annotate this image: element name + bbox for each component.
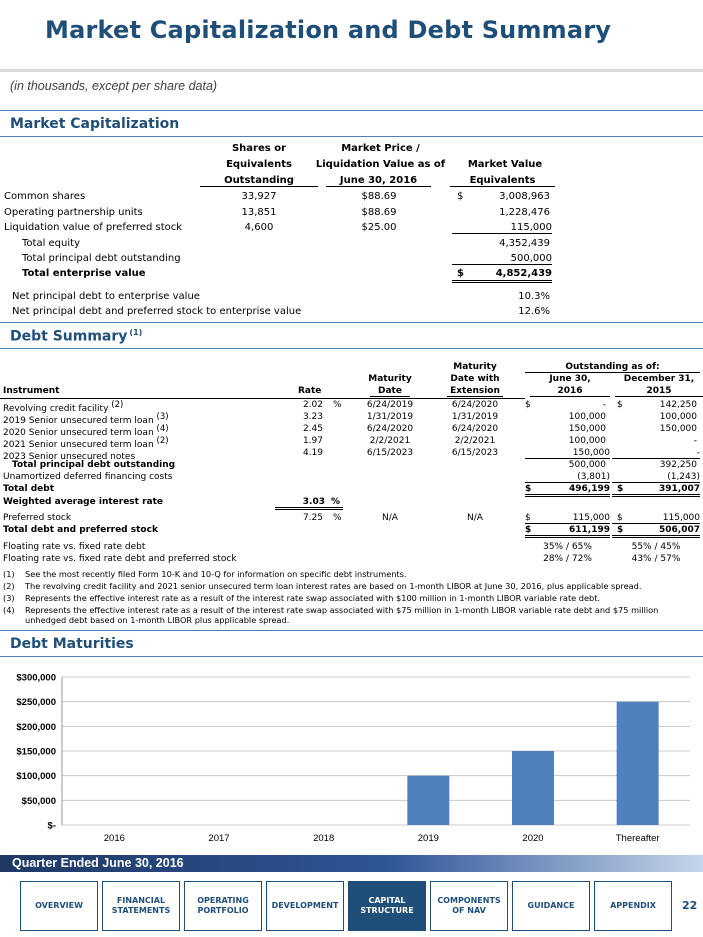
- total-debt-pref-2016: 611,199: [525, 525, 610, 538]
- total-debt-pref-2015: 506,007: [612, 525, 700, 538]
- nav-guidance[interactable]: [512, 881, 590, 931]
- floating1-label: Floating rate vs. fixed rate debt: [3, 542, 146, 552]
- x-tick-label: Thereafter: [615, 833, 660, 844]
- nav-financial-statements[interactable]: [102, 881, 180, 931]
- preferred-2015: 115,000: [612, 513, 700, 524]
- debt-maturities-heading: Debt Maturities: [0, 630, 703, 657]
- floating1-2016: 35% / 65%: [543, 542, 592, 552]
- x-tick-label: 2018: [313, 833, 335, 844]
- market-cap-heading: Market Capitalization: [0, 110, 703, 137]
- total-debt-pref-label: Total debt and preferred stock: [3, 525, 158, 535]
- debt-row-rate: 1.97: [302, 436, 323, 446]
- hdr-value-1: Market Value: [467, 159, 543, 170]
- x-tick-label: 2016: [103, 833, 125, 844]
- debt-row-2015: 150,000: [659, 424, 697, 434]
- ratio1-label: Net principal debt to enterprise value: [12, 291, 200, 302]
- debt-row-2016: 100,000: [568, 412, 606, 422]
- preferred-label: Preferred stock: [3, 513, 72, 523]
- total-equity-label: Total equity: [22, 238, 80, 249]
- footer-quarter: Quarter Ended June 30, 2016: [12, 856, 184, 870]
- hdr-ext-1: Maturity: [453, 362, 497, 372]
- footnote-ref: (3): [156, 412, 169, 422]
- debt-row-rate: 2.02: [302, 400, 323, 410]
- preferred-extension: N/A: [467, 513, 483, 523]
- hdr-mat-2: Date: [370, 386, 410, 397]
- bar-thereafter: [617, 702, 659, 825]
- hdr-value-2: Equivalents: [450, 175, 555, 187]
- enterprise-value: 4,852,439: [452, 268, 552, 283]
- hdr-ext-2: Date with: [450, 374, 500, 384]
- page-subtitle: (in thousands, except per share data): [10, 79, 218, 93]
- debt-row-maturity: 2/2/2021: [369, 436, 411, 446]
- bar-2020: [512, 751, 554, 825]
- unamortized-2016: (3,801): [525, 472, 610, 483]
- total-debt-2016: 496,199: [525, 484, 610, 497]
- nav-label: APPENDIX: [610, 901, 656, 910]
- header-rule: [0, 398, 525, 399]
- debt-row-2015: 100,000: [659, 412, 697, 422]
- debt-row-2016: 150,000: [568, 424, 606, 434]
- nav-label: GUIDANCE: [527, 901, 575, 910]
- debt-summary-heading: Debt Summary $^{(1)}$: [0, 322, 703, 349]
- y-tick-label: $300,000: [16, 672, 56, 684]
- debt-row-2016: 100,000: [568, 436, 606, 446]
- y-tick-label: $250,000: [16, 697, 56, 709]
- nav-operating-portfolio[interactable]: [184, 881, 262, 931]
- debt-row-dollar: $: [525, 400, 531, 410]
- total-principal-2016: 500,000: [568, 460, 606, 470]
- ratio2-label: Net principal debt and preferred stock to enterprise value: [12, 306, 302, 317]
- debt-row-dollar2: $: [617, 400, 623, 410]
- debt-row-extension: 2/2/2021: [454, 436, 496, 446]
- nav-label: CAPITAL STRUCTURE: [360, 896, 414, 915]
- hdr-2016-1: June 30,: [549, 374, 591, 384]
- ratio2-value: 12.6%: [518, 306, 550, 317]
- floating2-label: Floating rate vs. fixed rate debt and preferred stock: [3, 554, 237, 564]
- preferred-2016: 115,000: [525, 513, 610, 524]
- row-price: $25.00: [361, 222, 397, 233]
- unamortized-label: Unamortized deferred financing costs: [3, 472, 173, 482]
- hdr-mat-1: Maturity: [368, 374, 412, 384]
- debt-row-extension: 6/24/2020: [451, 424, 499, 434]
- debt-row-2015: -: [693, 436, 697, 446]
- total-principal-2015: 392,250: [659, 460, 697, 470]
- bar-2019: [407, 776, 449, 825]
- nav-label: OPERATING PORTFOLIO: [197, 896, 249, 915]
- hdr-ext-3: Extension: [447, 386, 503, 397]
- y-tick-label: $100,000: [16, 771, 56, 783]
- footnote-ref: (2): [156, 436, 169, 446]
- title-divider: [0, 69, 703, 72]
- debt-row-label: 2021 Senior unsecured term loan: [3, 440, 154, 450]
- debt-row-rate: 2.45: [302, 424, 323, 434]
- y-tick-label: $50,000: [21, 795, 56, 807]
- total-debt-pref-dollar: $: [525, 525, 532, 535]
- debt-row-extension: 6/15/2023: [451, 448, 499, 458]
- y-tick-label: $150,000: [16, 746, 56, 758]
- wair-label: Weighted average interest rate: [3, 497, 164, 507]
- nav-label: OVERVIEW: [35, 901, 83, 910]
- hdr-shares-3: Outstanding: [200, 175, 318, 187]
- total-debt-label: Total debt: [3, 484, 55, 494]
- footer-bar: [0, 855, 703, 872]
- debt-row-maturity: 6/24/2019: [366, 400, 414, 410]
- hdr-2016-2: 2016: [530, 386, 610, 397]
- preferred-rate: 7.25: [302, 513, 323, 523]
- total-debt-pref-dollar2: $: [617, 525, 624, 535]
- row-value: 1,228,476: [499, 207, 550, 218]
- nav-components-of-nav[interactable]: [430, 881, 508, 931]
- hdr-2015-2: 2015: [615, 386, 703, 397]
- debt-row-maturity: 1/31/2019: [366, 412, 414, 422]
- hdr-instrument: Instrument: [3, 386, 60, 396]
- hdr-shares-1: Shares or: [231, 143, 287, 154]
- debt-summary-table: [0, 353, 703, 568]
- debt-row-maturity: 6/15/2023: [366, 448, 414, 458]
- debt-row-extension: 1/31/2019: [451, 412, 499, 422]
- nav-capital-structure[interactable]: [348, 881, 426, 931]
- row-label: Common shares: [4, 191, 86, 202]
- preferred-pct: %: [333, 513, 342, 523]
- nav-label: COMPONENTS OF NAV: [437, 896, 501, 915]
- x-tick-label: 2019: [417, 833, 439, 844]
- x-tick-label: 2017: [208, 833, 230, 844]
- page-number: 22: [682, 899, 698, 912]
- debt-row-label: 2019 Senior unsecured term loan: [3, 416, 154, 426]
- page-title: Market Capitalization and Debt Summary: [45, 16, 612, 44]
- hdr-price-1: Market Price /: [341, 143, 420, 154]
- hdr-shares-2: Equivalents: [226, 159, 292, 170]
- debt-row-rate: 3.23: [302, 412, 323, 422]
- row-shares: 4,600: [244, 222, 274, 233]
- unamortized-2015: (1,243): [612, 472, 700, 483]
- hdr-price-2: Liquidation Value as of: [315, 159, 446, 170]
- debt-row-pct: %: [333, 400, 342, 410]
- row-value: 3,008,963: [499, 191, 550, 202]
- wair-rate: 3.03: [275, 497, 325, 510]
- debt-row-label: 2023 Senior unsecured notes: [3, 452, 136, 462]
- hdr-rate: Rate: [298, 386, 322, 396]
- debt-row-label: 2020 Senior unsecured term loan: [3, 428, 154, 438]
- debt-row-label: Revolving credit facility: [3, 404, 109, 414]
- row-label: Operating partnership units: [4, 207, 143, 218]
- preferred-maturity: N/A: [382, 513, 398, 523]
- row-shares: 13,851: [241, 207, 277, 218]
- hdr-2015-1: December 31,: [623, 374, 695, 384]
- ratio1-value: 10.3%: [518, 291, 550, 302]
- y-tick-label: $-: [47, 820, 56, 832]
- debt-row-2016: -: [602, 400, 606, 410]
- debt-maturities-chart: [0, 660, 703, 850]
- total-debt-label: Total principal debt outstanding: [22, 253, 181, 264]
- debt-row-extension: 6/24/2020: [451, 400, 499, 410]
- floating1-2015: 55% / 45%: [631, 542, 681, 552]
- debt-row-2015: 142,250: [659, 400, 697, 410]
- floating2-2015: 43% / 57%: [631, 554, 681, 564]
- nav-appendix[interactable]: [594, 881, 672, 931]
- footnote-ref: (4): [156, 424, 169, 434]
- debt-row-rate: 4.19: [302, 448, 323, 458]
- y-tick-label: $200,000: [16, 721, 56, 733]
- enterprise-dollar: $: [457, 268, 464, 279]
- nav-development[interactable]: [266, 881, 344, 931]
- row-dollar: $: [457, 191, 464, 202]
- total-debt-dollar2: $: [617, 484, 624, 494]
- x-tick-label: 2020: [522, 833, 544, 844]
- row-price: $88.69: [361, 191, 397, 202]
- wair-pct: %: [325, 497, 343, 510]
- enterprise-label: Total enterprise value: [22, 268, 146, 279]
- preferred-dollar2: $: [617, 513, 623, 523]
- debt-row-maturity: 6/24/2020: [366, 424, 414, 434]
- market-cap-table: [0, 141, 703, 321]
- debt-row-2016: 150,000: [525, 448, 610, 459]
- footnote-ref: (2): [111, 400, 124, 410]
- debt-row-2015: -: [612, 448, 700, 459]
- nav-overview[interactable]: [20, 881, 98, 931]
- row-shares: 33,927: [241, 191, 277, 202]
- nav-label: DEVELOPMENT: [271, 901, 339, 910]
- hdr-price-3: June 30, 2016: [326, 175, 431, 187]
- preferred-dollar: $: [525, 513, 531, 523]
- total-debt-2015: 391,007: [612, 484, 700, 497]
- total-principal-label: Total principal debt outstanding: [12, 460, 176, 470]
- row-value: 115,000: [452, 222, 552, 234]
- hdr-outstanding: Outstanding as of:: [525, 362, 700, 373]
- floating2-2016: 28% / 72%: [543, 554, 592, 564]
- total-equity-value: 4,352,439: [499, 238, 550, 249]
- row-price: $88.69: [361, 207, 397, 218]
- total-debt-value: 500,000: [452, 253, 552, 265]
- nav-label: FINANCIAL STATEMENTS: [111, 896, 171, 915]
- total-debt-dollar: $: [525, 484, 532, 494]
- row-label: Liquidation value of preferred stock: [4, 222, 183, 233]
